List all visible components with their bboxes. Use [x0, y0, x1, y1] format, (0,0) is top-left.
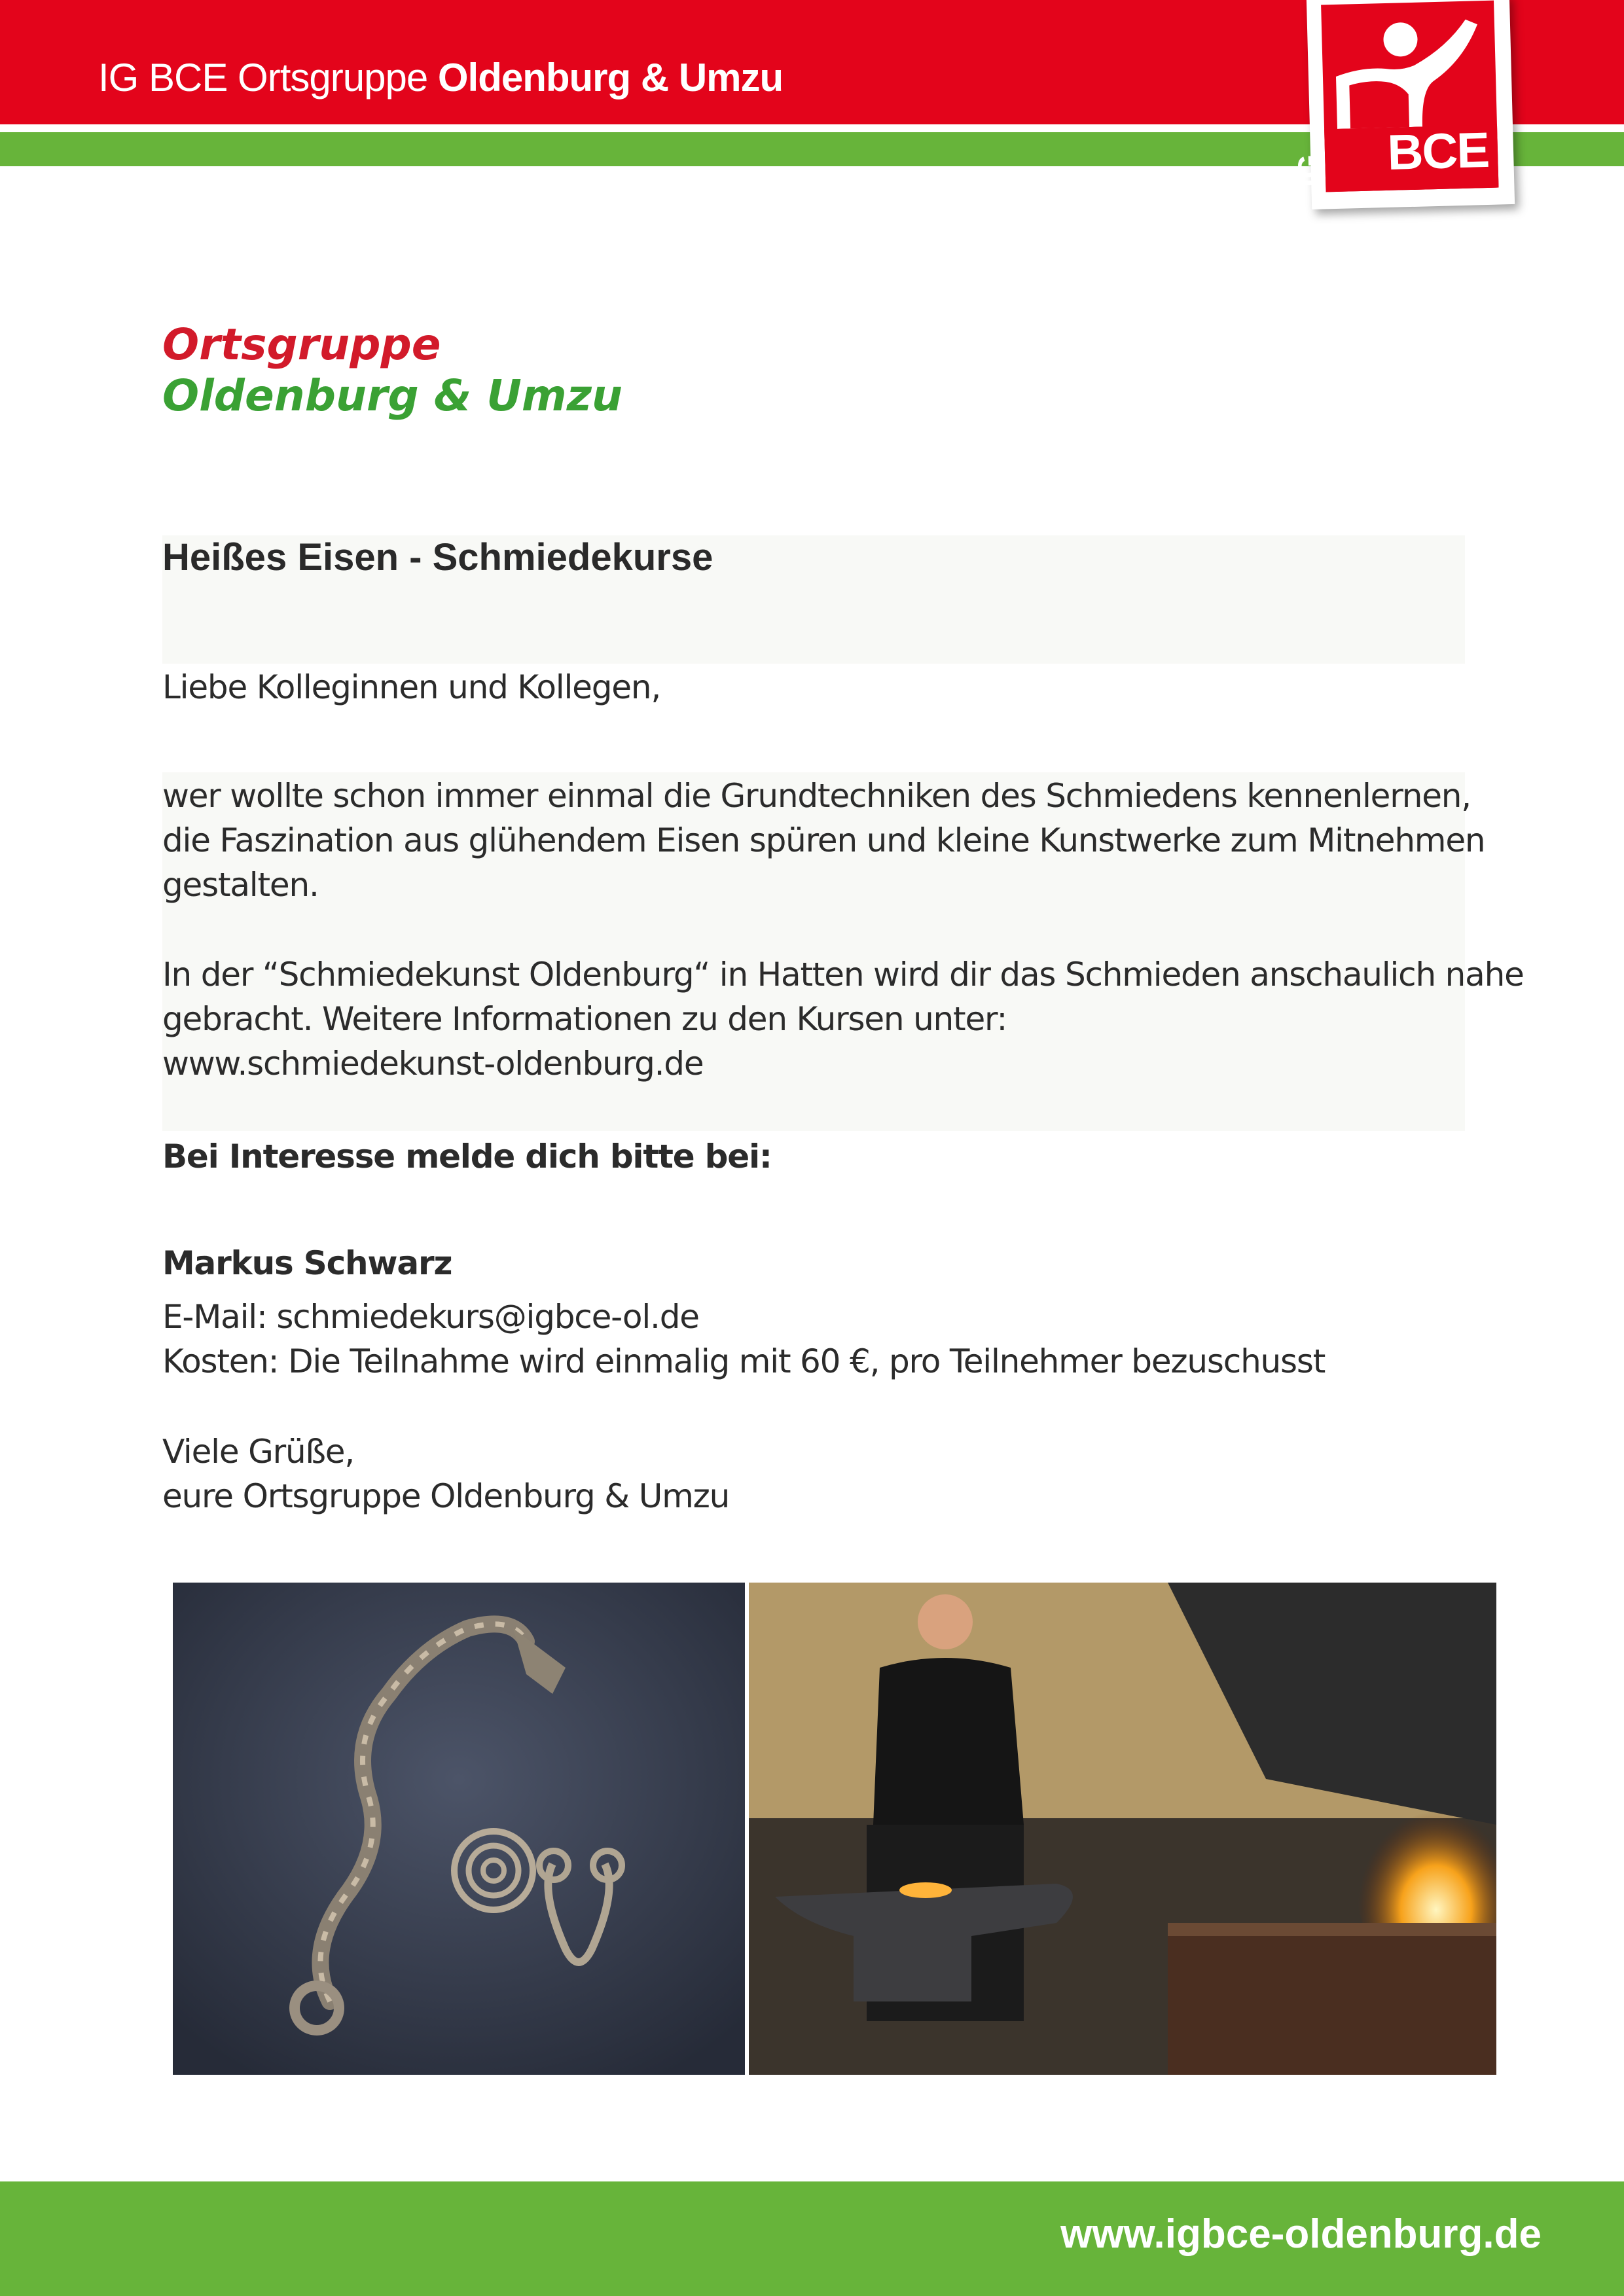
info-line: gebracht. Weitere Informationen zu den Kursen unter: [162, 1000, 1007, 1038]
closing: Viele Grüße, [162, 1433, 355, 1471]
signature: eure Ortsgruppe Oldenburg & Umzu [162, 1477, 730, 1515]
contact-name: Markus Schwarz [162, 1244, 452, 1282]
forged-items-photo [173, 1583, 745, 2075]
cost-line: Kosten: Die Teilnahme wird einmalig mit 60 €, pro Teilnehmer bezuschusst [162, 1342, 1326, 1380]
footer-website-link[interactable]: www.igbce-oldenburg.de [1060, 2212, 1542, 2257]
logo-text-area [1292, 122, 1498, 192]
subtitle-ortsgruppe: Ortsgruppe [162, 319, 441, 370]
forged-items-image [173, 1583, 745, 2075]
logo-figure-icon [1321, 1, 1497, 130]
logo-ig-text: IG [1292, 153, 1328, 188]
intro-line: wer wollte schon immer einmal die Grundtechniken des Schmiedens kennenlernen, [162, 777, 1471, 815]
website-link[interactable]: www.schmiedekunst-oldenburg.de [162, 1045, 704, 1083]
igbce-logo [1292, 0, 1515, 209]
info-line: In der “Schmiedekunst Oldenburg“ in Hatten wird dir das Schmieden anschaulich nahe [162, 956, 1524, 994]
greeting: Liebe Kolleginnen und Kollegen, [162, 668, 661, 706]
article-headline: Heißes Eisen - Schmiedekurse [162, 536, 713, 579]
info-paragraph [162, 952, 1524, 1086]
intro-paragraph [162, 774, 1485, 907]
header-title-regular: IG BCE Ortsgruppe [98, 56, 438, 99]
header-title-bold: Oldenburg & Umzu [437, 56, 784, 99]
contact-intro: Bei Interesse melde dich bitte bei: [162, 1138, 772, 1175]
intro-line: gestalten. [162, 866, 319, 904]
blacksmith-image [749, 1583, 1496, 2075]
blacksmith-photo [749, 1583, 1496, 2075]
logo-bce-text: BCE [1386, 122, 1490, 181]
logo-red-field [1292, 1, 1498, 192]
subtitle-location: Oldenburg & Umzu [162, 370, 623, 421]
intro-line: die Faszination aus glühendem Eisen spüren und kleine Kunstwerke zum Mitnehmen [162, 821, 1485, 859]
email-line[interactable]: E-Mail: schmiedekurs@igbce-ol.de [162, 1298, 699, 1336]
header-title [98, 55, 783, 100]
